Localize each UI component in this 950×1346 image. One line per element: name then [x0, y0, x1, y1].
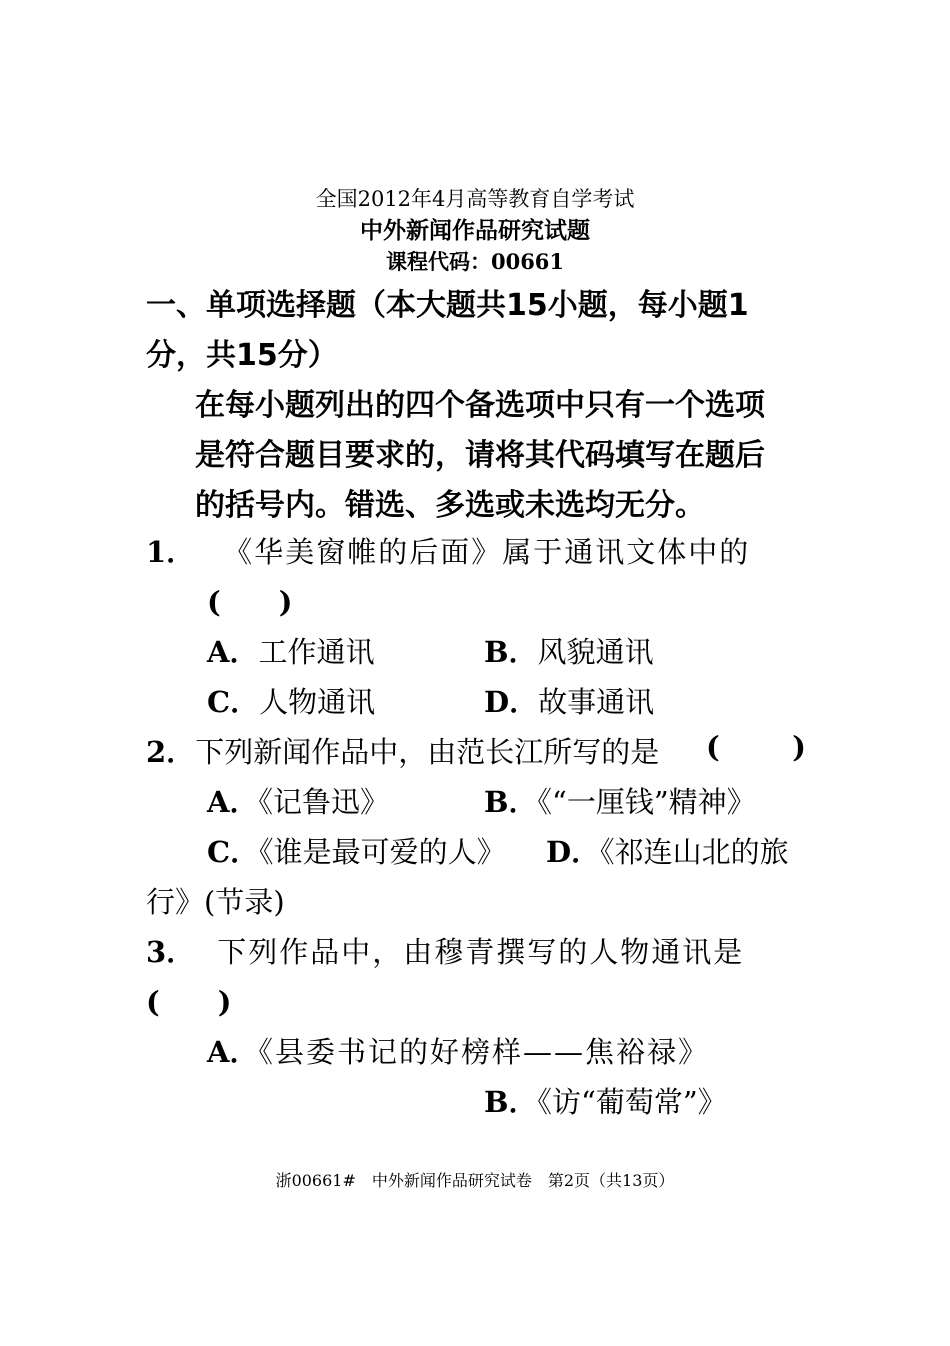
- option-c: C．人物通讯: [207, 685, 376, 719]
- course-code: 课程代码：00661: [385, 249, 565, 274]
- page-footer: 浙00661# 中外新闻作品研究试卷 第2页（共13页）: [275, 1171, 675, 1190]
- option-b: B．风貌通讯: [484, 635, 654, 669]
- answer-paren: ( ): [207, 585, 293, 619]
- section-title-line2: 分，共15分）: [146, 338, 338, 373]
- answer-paren-close: ): [792, 730, 806, 764]
- option-a: A．《县委书记的好榜样——焦裕禄》: [207, 1035, 710, 1069]
- answer-paren: ( ): [146, 985, 232, 1019]
- instruction-line2: 是符合题目要求的，请将其代码填写在题后: [195, 438, 765, 473]
- exam-header-line1: 全国2012年4月高等教育自学考试: [315, 187, 635, 211]
- question-stem: 《华美窗帷的后面》属于通讯文体中的: [223, 535, 751, 569]
- question-2: [146, 730, 806, 771]
- option-c: C．《谁是最可爱的人》: [207, 835, 506, 869]
- option-b: B．《“一厘钱”精神》: [484, 785, 756, 819]
- question-number: 3．: [146, 935, 196, 969]
- question-stem: 下列作品中，由穆青撰写的人物通讯是: [217, 935, 745, 969]
- question-stem: 下列新闻作品中，由范长江所写的是: [195, 735, 660, 769]
- answer-paren-open: (: [706, 730, 720, 764]
- option-d-continued: 行》(节录): [146, 885, 285, 919]
- instruction-line1: 在每小题列出的四个备选项中只有一个选项: [195, 388, 765, 423]
- section-title-line1: 一、单项选择题（本大题共15小题，每小题1: [146, 288, 749, 323]
- option-b: B．《访“葡萄常”》: [484, 1085, 727, 1119]
- option-d: D．《祁连山北的旅: [546, 835, 789, 869]
- question-number: 1．: [146, 535, 196, 569]
- question-number: 2．: [146, 735, 196, 769]
- question-1: [146, 530, 750, 571]
- option-d: D．故事通讯: [484, 685, 655, 719]
- option-a: A．《记鲁迅》: [207, 785, 390, 819]
- option-a: A．工作通讯: [207, 635, 375, 669]
- question-3: [146, 930, 744, 971]
- exam-title: 中外新闻作品研究试题: [360, 218, 590, 244]
- instruction-line3: 的括号内。错选、多选或未选均无分。: [195, 488, 705, 523]
